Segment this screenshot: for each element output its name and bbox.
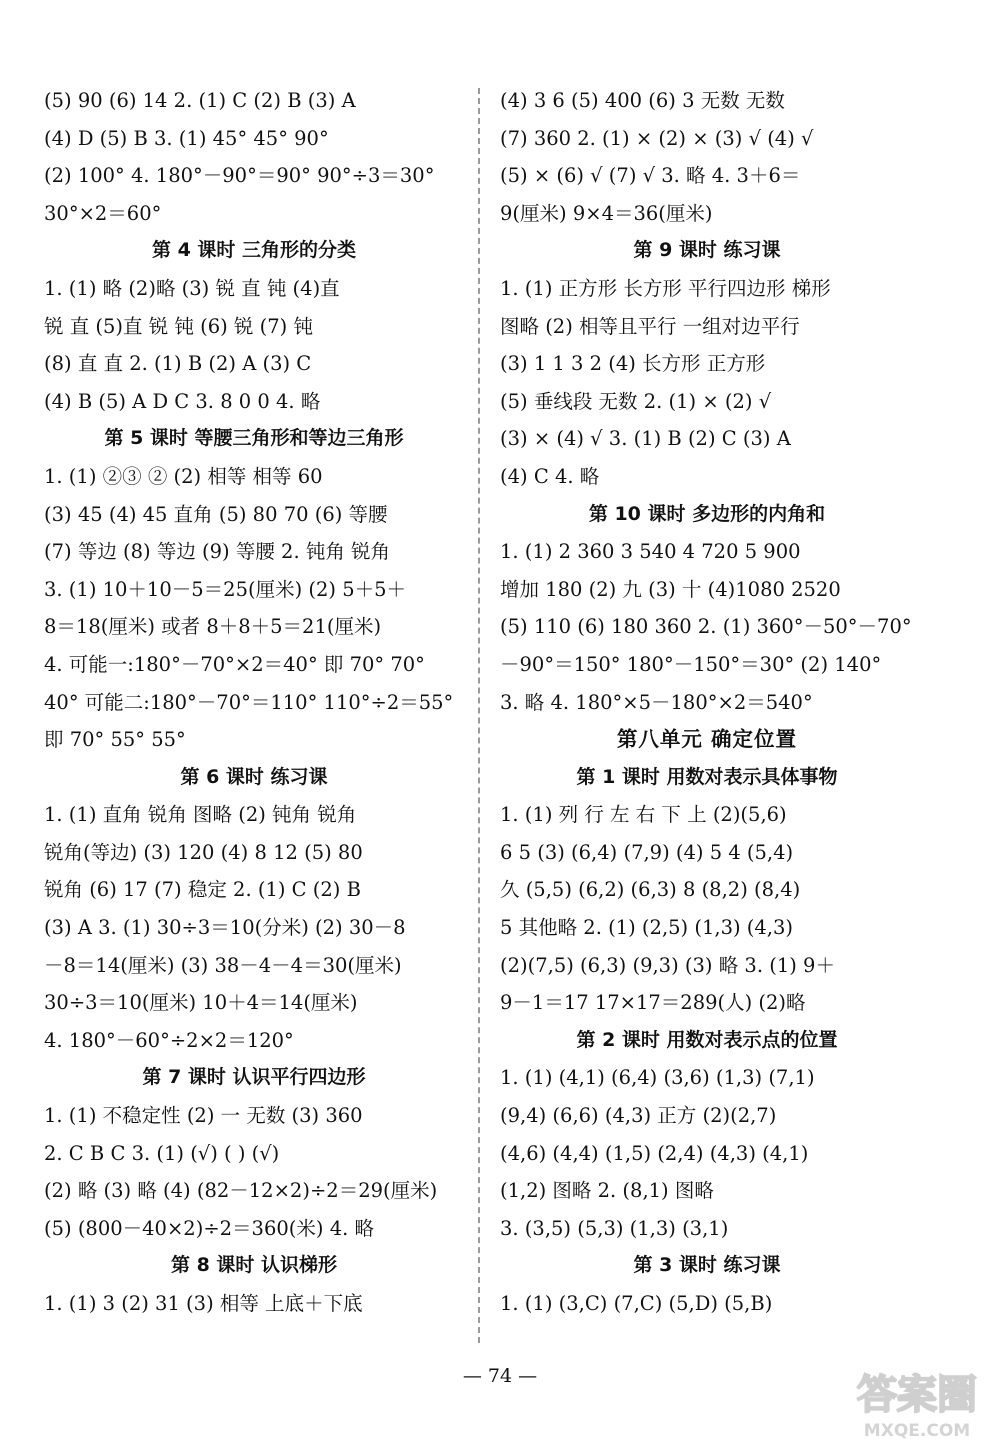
answer-line: (2)(7,5) (6,3) (9,3) (3) 略 3. (1) 9＋ <box>500 953 835 977</box>
answer-line: (5) × (6) √ (7) √ 3. 略 4. 3＋6＝ <box>500 164 801 188</box>
answer-line: 2. C B C 3. (1) (√) ( ) (√) <box>44 1141 280 1165</box>
answer-line: 1. (1) 3 (2) 31 (3) 相等 上底＋下底 <box>44 1292 363 1315</box>
answer-line: 锐角 (6) 17 (7) 稳定 2. (1) C (2) B <box>44 878 361 902</box>
answer-line: 4. 180°－60°÷2×2＝120° <box>44 1028 294 1052</box>
unit-heading: 第八单元 确定位置 <box>616 727 798 752</box>
answer-line: (4) D (5) B 3. (1) 45° 45° 90° <box>44 126 329 150</box>
answer-line: (1,2) 图略 2. (8,1) 图略 <box>500 1179 714 1203</box>
lesson-heading: 第 1 课时 用数对表示具体事物 <box>576 765 838 788</box>
lesson-heading: 第 6 课时 练习课 <box>180 765 328 788</box>
answer-line: 1. (1) (3,C) (7,C) (5,D) (5,B) <box>500 1292 773 1315</box>
answer-line: (4,6) (4,4) (1,5) (2,4) (4,3) (4,1) <box>500 1141 809 1165</box>
watermark-main: 答案圈 <box>857 1372 977 1418</box>
answer-line: 40° 可能二:180°－70°＝110° 110°÷2＝55° <box>44 690 454 714</box>
answer-line: －90°＝150° 180°－150°＝30° (2) 140° <box>500 652 882 676</box>
answer-line: (5) (800－40×2)÷2＝360(米) 4. 略 <box>44 1216 374 1240</box>
answer-line: (3) A 3. (1) 30÷3＝10(分米) (2) 30－8 <box>44 916 406 940</box>
answer-line: (7) 360 2. (1) × (2) × (3) √ (4) √ <box>500 126 814 150</box>
answer-line: 30÷3＝10(厘米) 10＋4＝14(厘米) <box>44 991 358 1015</box>
answer-line: 1. (1) 略 (2)略 (3) 锐 直 钝 (4)直 <box>44 276 340 300</box>
answer-line: 图略 (2) 相等且平行 一组对边平行 <box>500 314 800 338</box>
watermark-logo <box>842 1362 992 1444</box>
page-number: — 74 — <box>462 1365 538 1387</box>
lesson-heading: 第 3 课时 练习课 <box>633 1254 781 1277</box>
answer-line: (9,4) (6,6) (4,3) 正方 (2)(2,7) <box>500 1104 777 1128</box>
lesson-heading: 第 4 课时 三角形的分类 <box>151 239 357 262</box>
answer-line: 9(厘米) 9×4＝36(厘米) <box>500 201 713 225</box>
answer-line: (5) 垂线段 无数 2. (1) × (2) √ <box>500 389 772 413</box>
answer-line: 1. (1) 直角 锐角 图略 (2) 钝角 锐角 <box>44 803 357 827</box>
answer-line: 1. (1) 2 360 3 540 4 720 5 900 <box>500 540 801 564</box>
watermark-site: MXQE.COM <box>863 1421 971 1441</box>
answer-line: 增加 180 (2) 九 (3) 十 (4)1080 2520 <box>500 577 841 601</box>
answer-line: (4) 3 6 (5) 400 (6) 3 无数 无数 <box>500 89 785 112</box>
answer-line: 1. (1) 不稳定性 (2) 一 无数 (3) 360 <box>44 1104 363 1128</box>
answer-line: 9－1＝17 17×17＝289(人) (2)略 <box>500 991 806 1015</box>
answer-line: 5 其他略 2. (1) (2,5) (1,3) (4,3) <box>500 916 794 940</box>
lesson-heading: 第 10 课时 多边形的内角和 <box>588 502 826 525</box>
answer-line: 1. (1) 正方形 长方形 平行四边形 梯形 <box>500 276 831 300</box>
column-divider <box>478 88 480 1343</box>
answer-line: 锐 直 (5)直 锐 钝 (6) 锐 (7) 钝 <box>44 314 313 338</box>
answer-line: (5) 90 (6) 14 2. (1) C (2) B (3) A <box>44 89 356 112</box>
lesson-heading: 第 8 课时 认识梯形 <box>170 1254 338 1277</box>
answer-line: 锐角(等边) (3) 120 (4) 8 12 (5) 80 <box>44 840 363 864</box>
answer-line: (4) B (5) A D C 3. 8 0 0 4. 略 <box>44 389 321 413</box>
answer-line: (2) 略 (3) 略 (4) (82－12×2)÷2＝29(厘米) <box>44 1179 438 1203</box>
lesson-heading: 第 2 课时 用数对表示点的位置 <box>576 1028 838 1051</box>
answer-line: 久 (5,5) (6,2) (6,3) 8 (8,2) (8,4) <box>500 878 801 902</box>
lesson-heading: 第 7 课时 认识平行四边形 <box>142 1066 366 1089</box>
answer-line: 3. (3,5) (5,3) (1,3) (3,1) <box>500 1216 729 1240</box>
answer-line: (3) 45 (4) 45 直角 (5) 80 70 (6) 等腰 <box>44 502 388 526</box>
answer-line: －8＝14(厘米) (3) 38－4－4＝30(厘米) <box>44 953 402 977</box>
answer-line: (7) 等边 (8) 等边 (9) 等腰 2. 钝角 锐角 <box>44 540 391 564</box>
lesson-heading: 第 5 课时 等腰三角形和等边三角形 <box>104 427 404 450</box>
answer-line: (3) 1 1 3 2 (4) 长方形 正方形 <box>500 352 766 376</box>
answer-line: 1. (1) 列 行 左 右 下 上 (2)(5,6) <box>500 803 787 827</box>
right-column <box>500 82 914 1323</box>
answer-line: 6 5 (3) (6,4) (7,9) (4) 5 4 (5,4) <box>500 840 794 864</box>
answer-line: 30°×2＝60° <box>44 201 162 225</box>
answer-line: 8＝18(厘米) 或者 8＋8＋5＝21(厘米) <box>44 615 382 639</box>
answer-line: 即 70° 55° 55° <box>44 728 186 752</box>
answer-line: 3. 略 4. 180°×5－180°×2＝540° <box>500 690 813 714</box>
answer-line: 1. (1) ②③ ② (2) 相等 相等 60 <box>44 464 323 488</box>
lesson-heading: 第 9 课时 练习课 <box>633 239 781 262</box>
answer-line: (2) 100° 4. 180°－90°＝90° 90°÷3＝30° <box>44 164 435 188</box>
answer-line: (5) 110 (6) 180 360 2. (1) 360°－50°－70° <box>500 615 912 639</box>
answer-line: (3) × (4) √ 3. (1) B (2) C (3) A <box>500 427 791 451</box>
answer-line: (8) 直 直 2. (1) B (2) A (3) C <box>44 352 312 376</box>
answer-line: (4) C 4. 略 <box>500 464 600 488</box>
answer-line: 3. (1) 10＋10－5＝25(厘米) (2) 5＋5＋ <box>44 577 407 601</box>
left-column <box>44 82 464 1323</box>
answer-line: 1. (1) (4,1) (6,4) (3,6) (1,3) (7,1) <box>500 1066 815 1090</box>
answer-line: 4. 可能一:180°－70°×2＝40° 即 70° 70° <box>44 652 425 676</box>
